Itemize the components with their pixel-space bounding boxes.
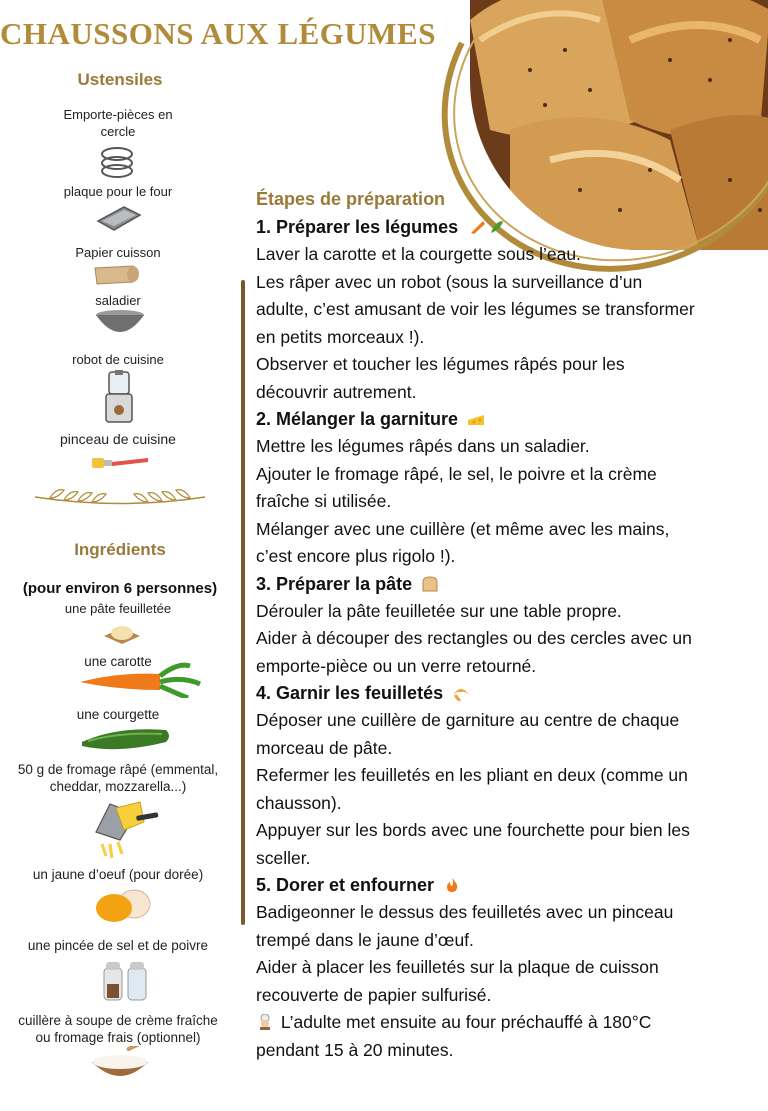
- step-3-title: 3. Préparer la pâte: [256, 571, 761, 598]
- step-2-title: 2. Mélanger la garniture: [256, 406, 761, 433]
- ingredients-heading: Ingrédients: [74, 540, 166, 559]
- egg-icon: [92, 886, 154, 924]
- step-5-line: Aider à placer les feuilletés sur la plaque de cuisson: [256, 957, 659, 977]
- step-4-line: sceller.: [256, 847, 311, 868]
- steps-heading: Étapes de préparation: [256, 189, 446, 209]
- baking-tray-icon: [94, 203, 142, 233]
- step-1-line: Observer et toucher les légumes râpés pour les: [256, 354, 625, 374]
- chef-icon: [256, 1014, 274, 1030]
- carrot-icon: [78, 662, 208, 698]
- step-3-line: emporte-pièce ou un verre retourné.: [256, 655, 537, 676]
- step-5-line: Badigeonner le dessus des feuilletés avec un pinceau: [256, 902, 674, 922]
- step-4-line: Déposer une cuillère de garniture au centre de chaque: [256, 710, 680, 730]
- column-divider: [241, 280, 245, 925]
- tool-label-cookie-cutter: Emporte-pièces en cercle: [63, 107, 173, 139]
- ingredient-carrot: une carotte: [84, 654, 152, 669]
- tool-label-baking-tray: plaque pour le four: [63, 184, 173, 199]
- cheese-grater-icon: [90, 800, 160, 862]
- step-5-line: pendant 15 à 20 minutes.: [256, 1039, 454, 1060]
- step-5-line: trempé dans le jaune d’œuf.: [256, 929, 474, 950]
- step-1-title: 1. Préparer les légumes: [256, 214, 761, 241]
- cream-bowl-icon: [88, 1046, 152, 1086]
- tool-label-food-processor: robot de cuisine: [72, 352, 164, 367]
- food-processor-icon: [103, 370, 135, 424]
- step-2-line: Ajouter le fromage râpé, le sel, le poivre et la crème: [256, 463, 657, 484]
- vegetables-icon: [467, 219, 507, 235]
- tool-label-brush: pinceau de cuisine: [60, 431, 176, 447]
- tool-label-parchment: Papier cuisson: [75, 245, 161, 260]
- pastry-dough-icon: [102, 622, 142, 646]
- pastry-brush-icon: [90, 452, 150, 472]
- tools-heading: Ustensiles: [77, 70, 163, 89]
- step-2-line: fraîche si utilisée.: [256, 491, 392, 511]
- step-5-line: recouverte de papier sulfurisé.: [256, 984, 492, 1005]
- step-2-line: Mélanger avec une cuillère (et même avec les mains,: [256, 518, 670, 539]
- zucchini-icon: [78, 724, 172, 752]
- tool-label-bowl: saladier: [95, 293, 141, 308]
- salt-pepper-icon: [100, 958, 150, 1002]
- step-1-line: en petits morceaux !).: [256, 326, 425, 347]
- ingredient-puff-pastry: une pâte feuilletée: [64, 601, 172, 616]
- step-1-line: Les râper avec un robot (sous la surveillance d’un: [256, 271, 643, 292]
- fire-icon: [443, 877, 461, 893]
- step-5-line: L’adulte met ensuite au four préchauffé à 180°C: [256, 1009, 761, 1037]
- step-1-line: découvrir autrement.: [256, 381, 417, 402]
- cookie-cutter-icon: [98, 145, 136, 179]
- step-4-title: 4. Garnir les feuilletés: [256, 680, 761, 707]
- preparation-steps: [256, 189, 761, 1064]
- step-1-line: Laver la carotte et la courgette sous l’eau.: [256, 244, 581, 264]
- step-4-line: Refermer les feuilletés en les pliant en deux (comme un: [256, 765, 688, 785]
- bowl-icon: [94, 309, 146, 341]
- ingredient-salt-pepper: une pincée de sel et de poivre: [27, 938, 209, 953]
- step-3-line: Dérouler la pâte feuilletée sur une table propre.: [256, 600, 622, 621]
- cheese-icon: [467, 411, 485, 427]
- ingredient-cheese: 50 g de fromage râpé (emmental, cheddar, mozzarella...): [17, 762, 219, 794]
- croissant-icon: [452, 685, 470, 701]
- servings-note: (pour environ 6 personnes): [22, 580, 218, 597]
- step-5-title: 5. Dorer et enfourner: [256, 872, 761, 899]
- step-1-line: adulte, c’est amusant de voir les légumes se transformer: [256, 299, 695, 319]
- step-3-line: Aider à découper des rectangles ou des cercles avec un: [256, 628, 692, 648]
- step-2-line: c’est encore plus rigolo !).: [256, 546, 456, 566]
- step-4-line: chausson).: [256, 792, 342, 813]
- ingredient-egg-yolk: un jaune d’oeuf (pour dorée): [32, 867, 204, 882]
- page-title: CHAUSSONS AUX LÉGUMES: [0, 16, 436, 51]
- laurel-divider-icon: [30, 480, 210, 514]
- ingredient-zucchini: une courgette: [76, 707, 160, 722]
- parchment-roll-icon: [93, 262, 145, 286]
- ingredient-cream: cuillère à soupe de crème fraîche ou fromage frais (optionnel): [18, 1013, 218, 1045]
- bread-icon: [421, 576, 439, 592]
- step-4-line: Appuyer sur les bords avec une fourchette pour bien les: [256, 820, 690, 840]
- step-4-line: morceau de pâte.: [256, 737, 393, 758]
- step-2-line: Mettre les légumes râpés dans un saladier.: [256, 436, 590, 456]
